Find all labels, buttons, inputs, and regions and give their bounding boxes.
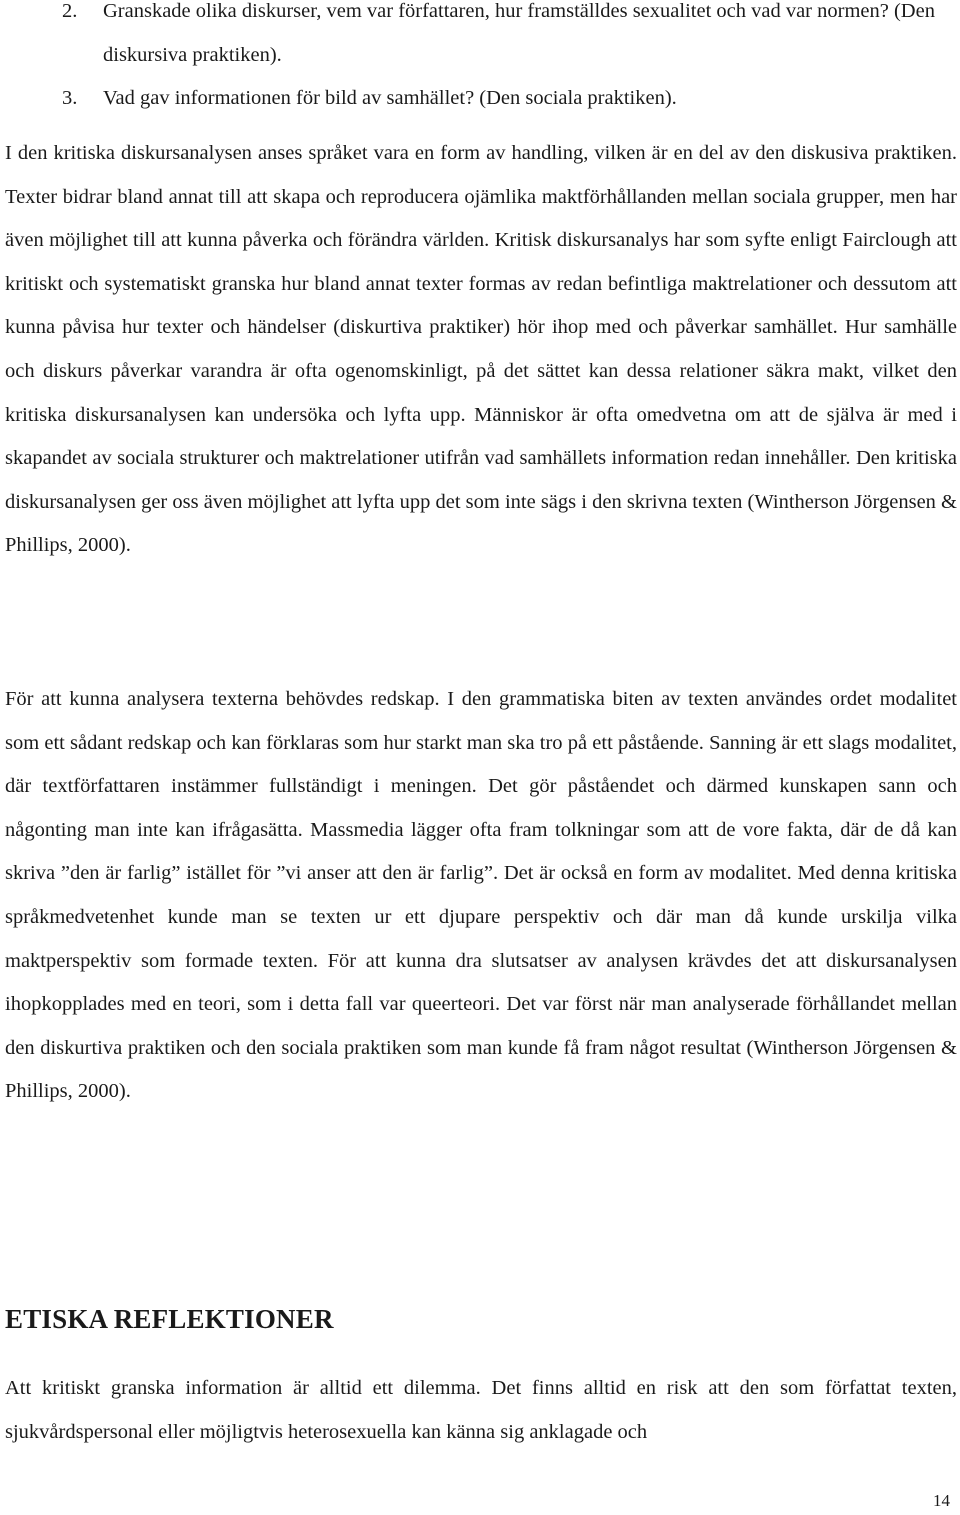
list-item-2 bbox=[0, 0, 960, 77]
section-heading: ETISKA REFLEKTIONER bbox=[5, 1304, 334, 1334]
list-item-text: Granskade olika diskurser, vem var författaren, hur framställdes sexualitet och vad var normen? (Den diskursiva praktiken). bbox=[103, 0, 935, 66]
page-number: 14 bbox=[933, 1491, 950, 1510]
body-paragraph: För att kunna analysera texterna behövdes redskap. I den grammatiska biten av texten användes ordet modalitet som ett sådant redskap och kan förklaras som hur starkt man ska tro på ett påstående. Sanning är ett slags modalitet, där textförfattaren instämmer fullständigt i meningen. Det gör påståendet och därmed kunskapen sann och någonting man inte kan ifrågasätta. Massmedia lägger ofta fram tolkningar som att de vore fakta, där de då kan skriva ”den är farlig” istället för ”vi anser att den är farlig”. Det är också en form av modalitet. Med denna kritiska språkmedvetenhet kunde man se texten ur ett djupare perspektiv och där man då kunde urskilja vilka maktperspektiv som formade texten. För att kunna dra slutsatser av analysen krävdes det att diskursanalysen ihopkopplades med en teori, som i detta fall var queerteori. Det var först när man analyserade förhållandet mellan den diskurtiva praktiken och den sociala praktiken som man kunde få fram något resultat (Wintherson Jörgensen & Phillips, 2000). bbox=[5, 688, 957, 1103]
list-item-number: 3. bbox=[62, 87, 78, 109]
list-item-number: 2. bbox=[62, 0, 78, 22]
body-paragraph: Att kritiskt granska information är alltid ett dilemma. Det finns alltid en risk att den som författat texten, sjukvårdspersonal eller möjligtvis heterosexuella kan känna sig anklagade och bbox=[5, 1377, 957, 1443]
body-paragraph: I den kritiska diskursanalysen anses språket vara en form av handling, vilken är en del av den diskusiva praktiken. Texter bidrar bland annat till att skapa och reproducera ojämlika maktförhållanden mellan sociala grupper, men har även möjlighet till att kunna påverka och förändra världen. Kritisk diskursanalys har som syfte enligt Fairclough att kritiskt och systematiskt granska hur bland annat texter formas av redan befintliga maktrelationer och dessutom att kunna påvisa hur texter och händelser (diskurtiva praktiker) hör ihop med och påverkar samhället. Hur samhälle och diskurs påverkar varandra är ofta ogenomskinligt, på det sättet kan dessa relationer säkra makt, vilket den kritiska diskursanalysen kan undersöka och lyfta upp. Människor är ofta omedvetna om att de själva är med i skapandet av sociala strukturer och maktrelationer utifrån vad samhällets information redan innehåller. Den kritiska diskursanalysen ger oss även möjlighet att lyfta upp det som inte sägs i den skrivna texten (Wintherson Jörgensen & Phillips, 2000). bbox=[5, 142, 957, 557]
list-item-3 bbox=[0, 77, 677, 121]
list-item-text: Vad gav informationen för bild av samhället? (Den sociala praktiken). bbox=[103, 87, 677, 109]
